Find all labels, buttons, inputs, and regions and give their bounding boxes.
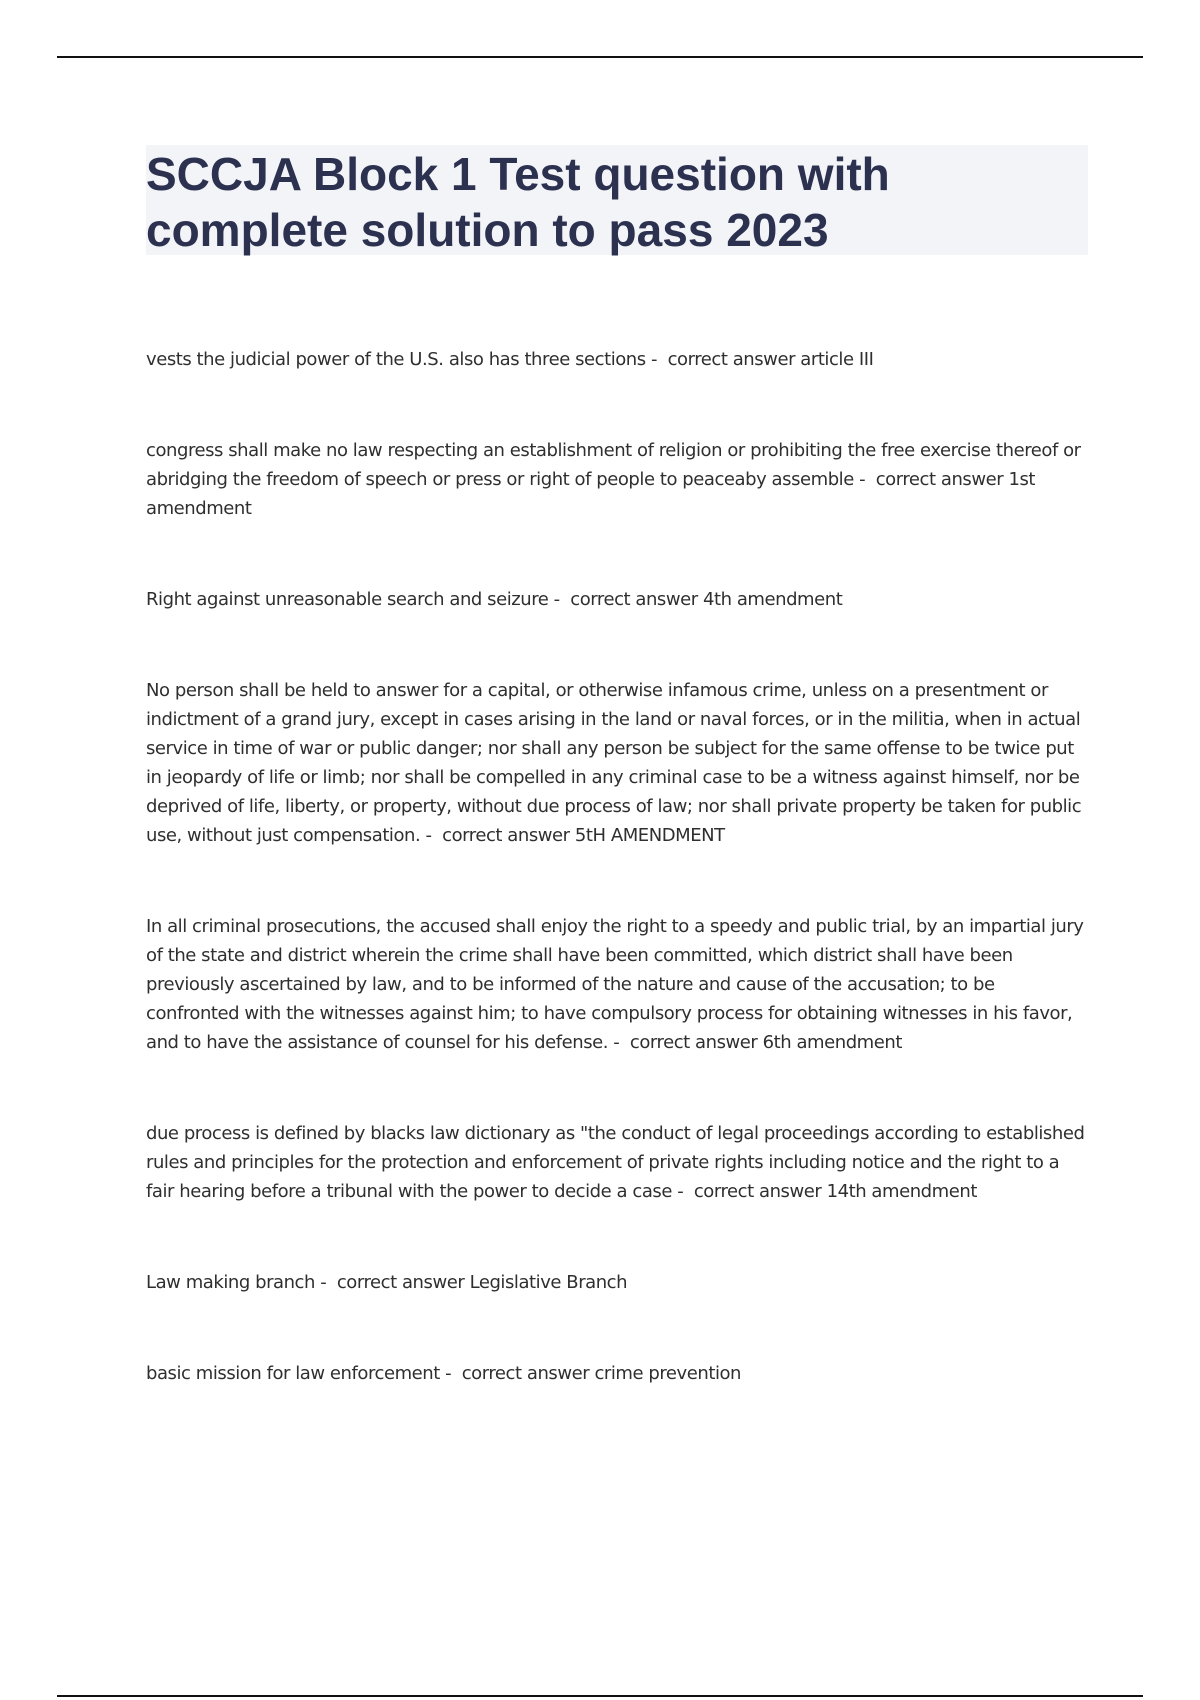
question-text: basic mission for law enforcement: [146, 1363, 440, 1384]
document-title: SCCJA Block 1 Test question with complete solution to pass 2023: [146, 148, 890, 256]
question-text: vests the judicial power of the U.S. also has three sections: [146, 349, 646, 370]
qa-item: [146, 912, 1091, 1057]
answer-text: Legislative Branch: [469, 1272, 628, 1293]
qa-item: [146, 1359, 1091, 1388]
answer-separator: - correct answer: [548, 589, 703, 610]
answer-text: crime prevention: [594, 1363, 742, 1384]
qa-item: [146, 436, 1091, 523]
question-text: In all criminal prosecutions, the accused shall enjoy the right to a speedy and public trial, by an impartial jury of the state and district wherein the crime shall have been committed, which district shall have been previously ascertained by law, and to be informed of the nature and cause of the accusation; to be confronted with the witnesses against him; to have compulsory process for obtaining witnesses in his favor, and to have the assistance of counsel for his defense.: [146, 916, 1084, 1053]
answer-separator: - correct answer: [439, 1363, 595, 1384]
qa-item: [146, 1268, 1091, 1297]
answer-separator: - correct answer: [608, 1032, 763, 1053]
question-text: due process is defined by blacks law dictionary as "the conduct of legal proceedings according to established rules and principles for the protection and enforcement of private rights including notice and the right to a fair hearing before a tribunal with the power to decide a case: [146, 1123, 1085, 1202]
top-divider: [57, 56, 1143, 58]
answer-text: 4th amendment: [702, 589, 843, 610]
answer-text: 14th amendment: [826, 1181, 977, 1202]
bottom-divider: [57, 1695, 1143, 1697]
question-text: Law making branch: [146, 1272, 315, 1293]
qa-item: [146, 676, 1091, 850]
answer-separator: - correct answer: [853, 469, 1009, 490]
answer-separator: - correct answer: [672, 1181, 827, 1202]
qa-item: [146, 345, 1091, 374]
answer-text: 1st amendment: [146, 469, 1035, 519]
question-text: congress shall make no law respecting an establishment of religion or prohibiting the free exercise thereof or abridging the freedom of speech or press or right of people to peaceaby assemble: [146, 440, 1081, 490]
question-text: Right against unreasonable search and seizure: [146, 589, 549, 610]
answer-text: 5tH AMENDMENT: [574, 825, 725, 846]
title-banner: [146, 145, 1088, 255]
qa-list: [146, 345, 1091, 1388]
answer-text: article III: [800, 349, 874, 370]
answer-separator: - correct answer: [645, 349, 801, 370]
qa-item: [146, 585, 1091, 614]
question-text: No person shall be held to answer for a capital, or otherwise infamous crime, unless on a presentment or indictment of a grand jury, except in cases arising in the land or naval forces, or in the militia, when in actual service in time of war or public danger; nor shall any person be subject for the same offense to be twice put in jeopardy of life or limb; nor shall be compelled in any criminal case to be a witness against himself, nor be deprived of life, liberty, or property, without due process of law; nor shall private property be taken for public use, without just compensation.: [146, 680, 1082, 846]
answer-text: 6th amendment: [762, 1032, 902, 1053]
qa-item: [146, 1119, 1091, 1206]
answer-separator: - correct answer: [314, 1272, 470, 1293]
answer-separator: - correct answer: [420, 825, 575, 846]
